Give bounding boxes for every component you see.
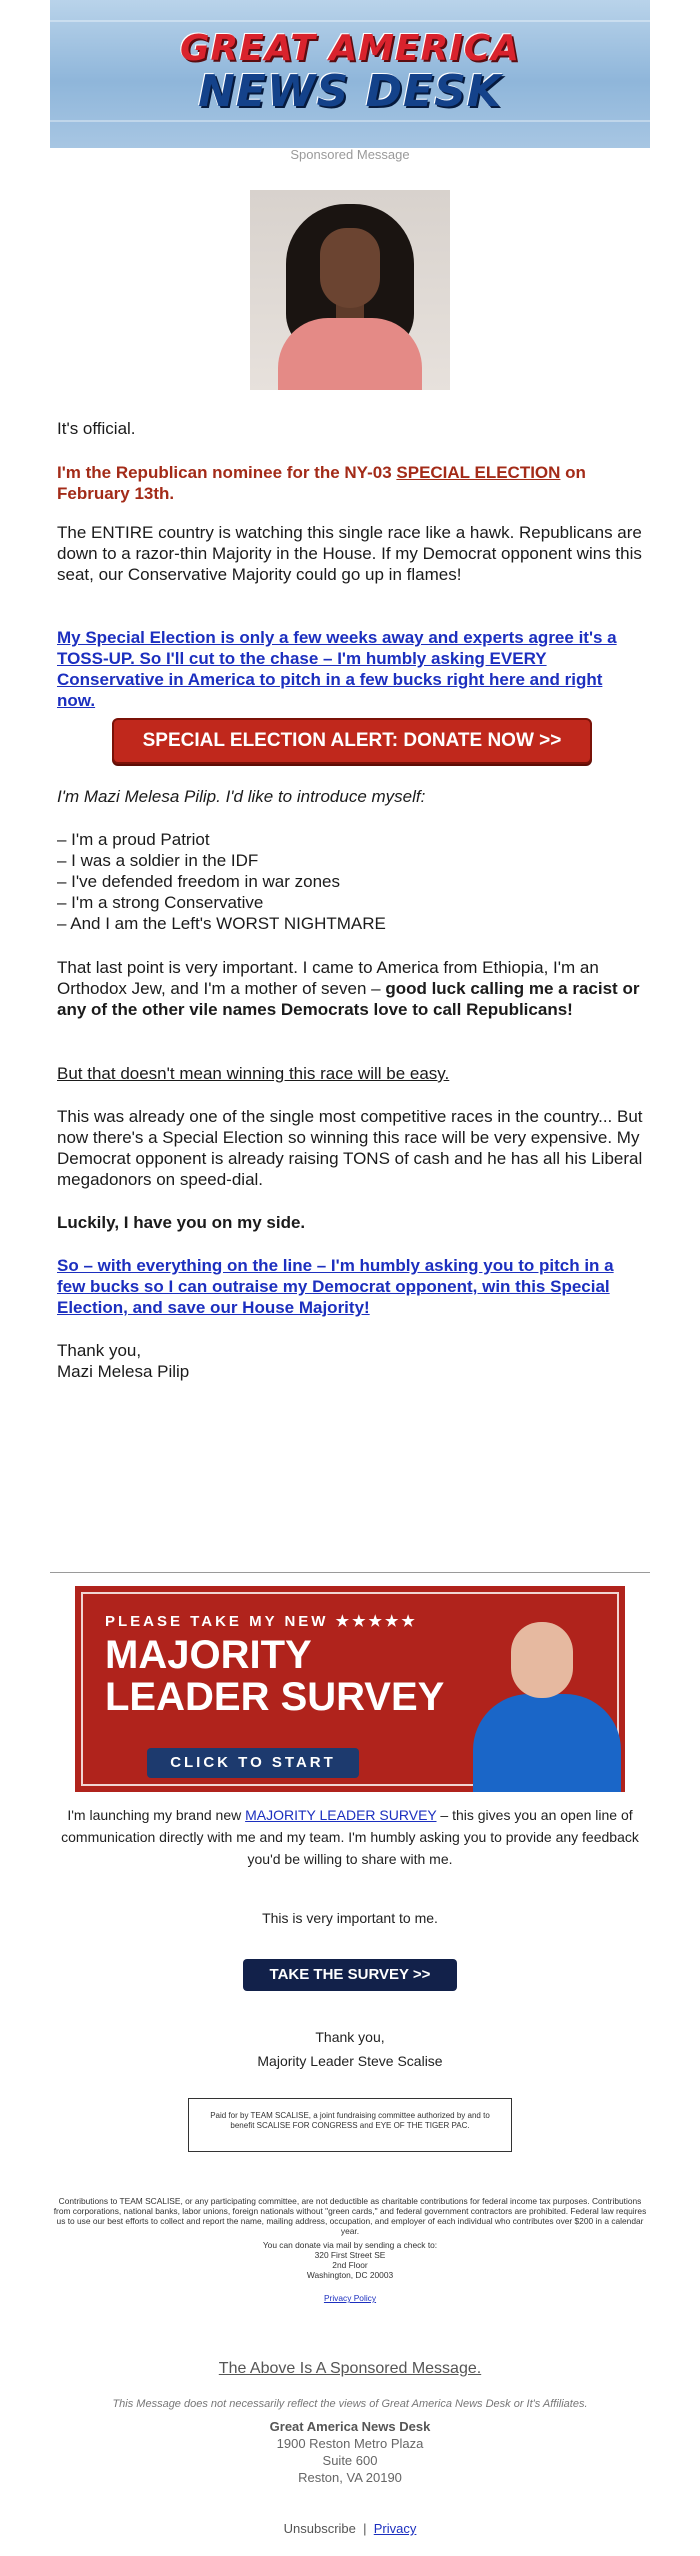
photo-face [320,228,380,308]
survey-signature: Majority Leader Steve Scalise [257,2053,443,2069]
letter-p3: The ENTIRE country is watching this single race like a hawk. Republicans are down to a razor-thin Majority in the House. If my Democrat opponent wins this seat, our Conservative Majority could go up in flames! [57,523,642,584]
p5-bold: good luck calling me a racist or any of the other vile names Democrats love to call Republicans! [57,979,640,1019]
footer-links [50,2521,650,2536]
bullet-item: – I'm a strong Conservative [57,893,264,912]
survey-link[interactable]: MAJORITY LEADER SURVEY [245,1807,437,1823]
candidate-photo [250,190,450,390]
banner-line1: GREAT AMERICA [179,28,521,69]
mail-line: 2nd Floor [332,2260,368,2270]
footer-org: Great America News Desk [269,2419,431,2434]
survey-title-line1: MAJORITY [105,1633,312,1677]
bullet-item: – I was a soldier in the IDF [57,851,259,870]
banner-stripe [50,20,650,22]
paid-for-box [188,2098,512,2152]
news-desk-banner [50,0,650,148]
bullet-item: – I've defended freedom in war zones [57,872,340,891]
letter-p1: It's official. [57,419,136,438]
letter-p8: Luckily, I have you on my side. [57,1213,306,1232]
footer-addr-line: Reston, VA 20190 [298,2470,402,2485]
photo-jacket [278,318,422,390]
sponsored-message-note[interactable]: The Above Is A Sponsored Message. [218,2360,482,2377]
letter-signature: Mazi Melesa Pilip [57,1362,190,1381]
privacy-policy-link[interactable]: Privacy Policy [323,2293,377,2303]
letter-p6: But that doesn't mean winning this race will be easy. [57,1064,450,1083]
special-election-link[interactable]: SPECIAL ELECTION [396,463,561,482]
p5-normal: That last point is very important. I came to America from Ethiopia, I'm an Orthodox Jew, and I'm a mother of seven – [57,958,599,998]
survey-banner-please: PLEASE TAKE MY NEW ★★★★★ [105,1613,418,1630]
survey-banner-title [105,1634,444,1718]
majority-leader-survey-banner[interactable] [75,1586,625,1792]
section-divider [50,1572,650,1573]
mail-line: Washington, DC 20003 [306,2270,394,2280]
photo-head [511,1622,573,1698]
toss-up-link[interactable]: My Special Election is only a few weeks away and experts agree it's a TOSS-UP. So I'll cut to the chase – I'm humbly asking EVERY Conservative in America to pitch in a few bucks right here and right now. [57,628,617,710]
photo-shirt [473,1694,621,1792]
take-survey-button[interactable]: TAKE THE SURVEY >> [243,1959,457,1991]
bullet-item: – And I am the Left's WORST NIGHTMARE [57,914,386,933]
letter-p7: This was already one of the single most competitive races in the country... But now there's a Special Election so winning this race will be very expensive. My Democrat opponent is already raising TONS of cash and he has all his Liberal megadonors on speed-dial. [57,1107,643,1189]
survey-description [50,1804,650,1870]
survey-signoff: Thank you, [315,2029,385,2045]
p2-suffix: on February 13th. [57,463,586,503]
survey-desc-suffix: – this gives you an open line of communication directly with me and my team. I'm humbly asking you to provide any feedback you'd be willing to share with me. [61,1807,639,1867]
letter-intro: I'm Mazi Melesa Pilip. I'd like to introduce myself: [57,787,426,806]
survey-important: This is very important to me. [262,1910,438,1926]
scalise-photo [465,1606,625,1792]
bullet-item: – I'm a proud Patriot [57,830,210,849]
mail-line: 320 First Street SE [314,2250,386,2260]
banner-stripe [50,120,650,122]
footer-address [50,2418,650,2486]
click-to-start-button[interactable]: CLICK TO START [147,1748,359,1778]
unsubscribe-link[interactable]: Unsubscribe [283,2521,356,2536]
survey-desc-prefix: I'm launching my brand new [67,1807,246,1823]
outraise-link[interactable]: So – with everything on the line – I'm humbly asking you to pitch in a few bucks so I can outraise my Democrat opponent, win this Special Election, and save our House Majority! [57,1256,614,1317]
views-disclaimer: This Message does not necessarily reflect the views of Great America News Desk or It's Affiliates. [112,2398,588,2410]
sponsored-label: Sponsored Message [290,147,410,162]
footer-addr-line: Suite 600 [322,2453,378,2468]
mail-address [52,2240,648,2280]
letter-p2 [57,462,645,504]
bullet-list [57,829,645,934]
privacy-policy-row [52,2293,648,2303]
letter-signoff: Thank you, [57,1341,142,1360]
fine-print: Contributions to TEAM SCALISE, or any participating committee, are not deductible as charitable contributions for federal income tax purposes. Contributions from corporations, national banks, labor unions, foreign nationals without "green cards," and federal government contractors are prohibited. Federal law requires us to use our best efforts to collect and report the name, mailing address, occupation, and employer of each individual who contributes over $200 in a calendar year. [53,2196,647,2236]
banner-line2: NEWS DESK [198,66,502,117]
paid-for-text: Paid for by TEAM SCALISE, a joint fundraising committee authorized by and to benefit SCALISE FOR CONGRESS and EYE OF THE TIGER PAC. [210,2111,490,2130]
privacy-link[interactable]: Privacy [373,2521,417,2536]
donate-now-button[interactable]: SPECIAL ELECTION ALERT: DONATE NOW >> [112,718,592,764]
mail-intro: You can donate via mail by sending a check to: [262,2240,438,2250]
letter-p5 [57,957,645,1020]
footer-addr-line: 1900 Reston Metro Plaza [276,2436,424,2451]
footer-separator: | [363,2521,367,2536]
p2-prefix: I'm the Republican nominee for the NY-03 [57,463,397,482]
survey-title-line2: LEADER SURVEY [105,1675,445,1719]
